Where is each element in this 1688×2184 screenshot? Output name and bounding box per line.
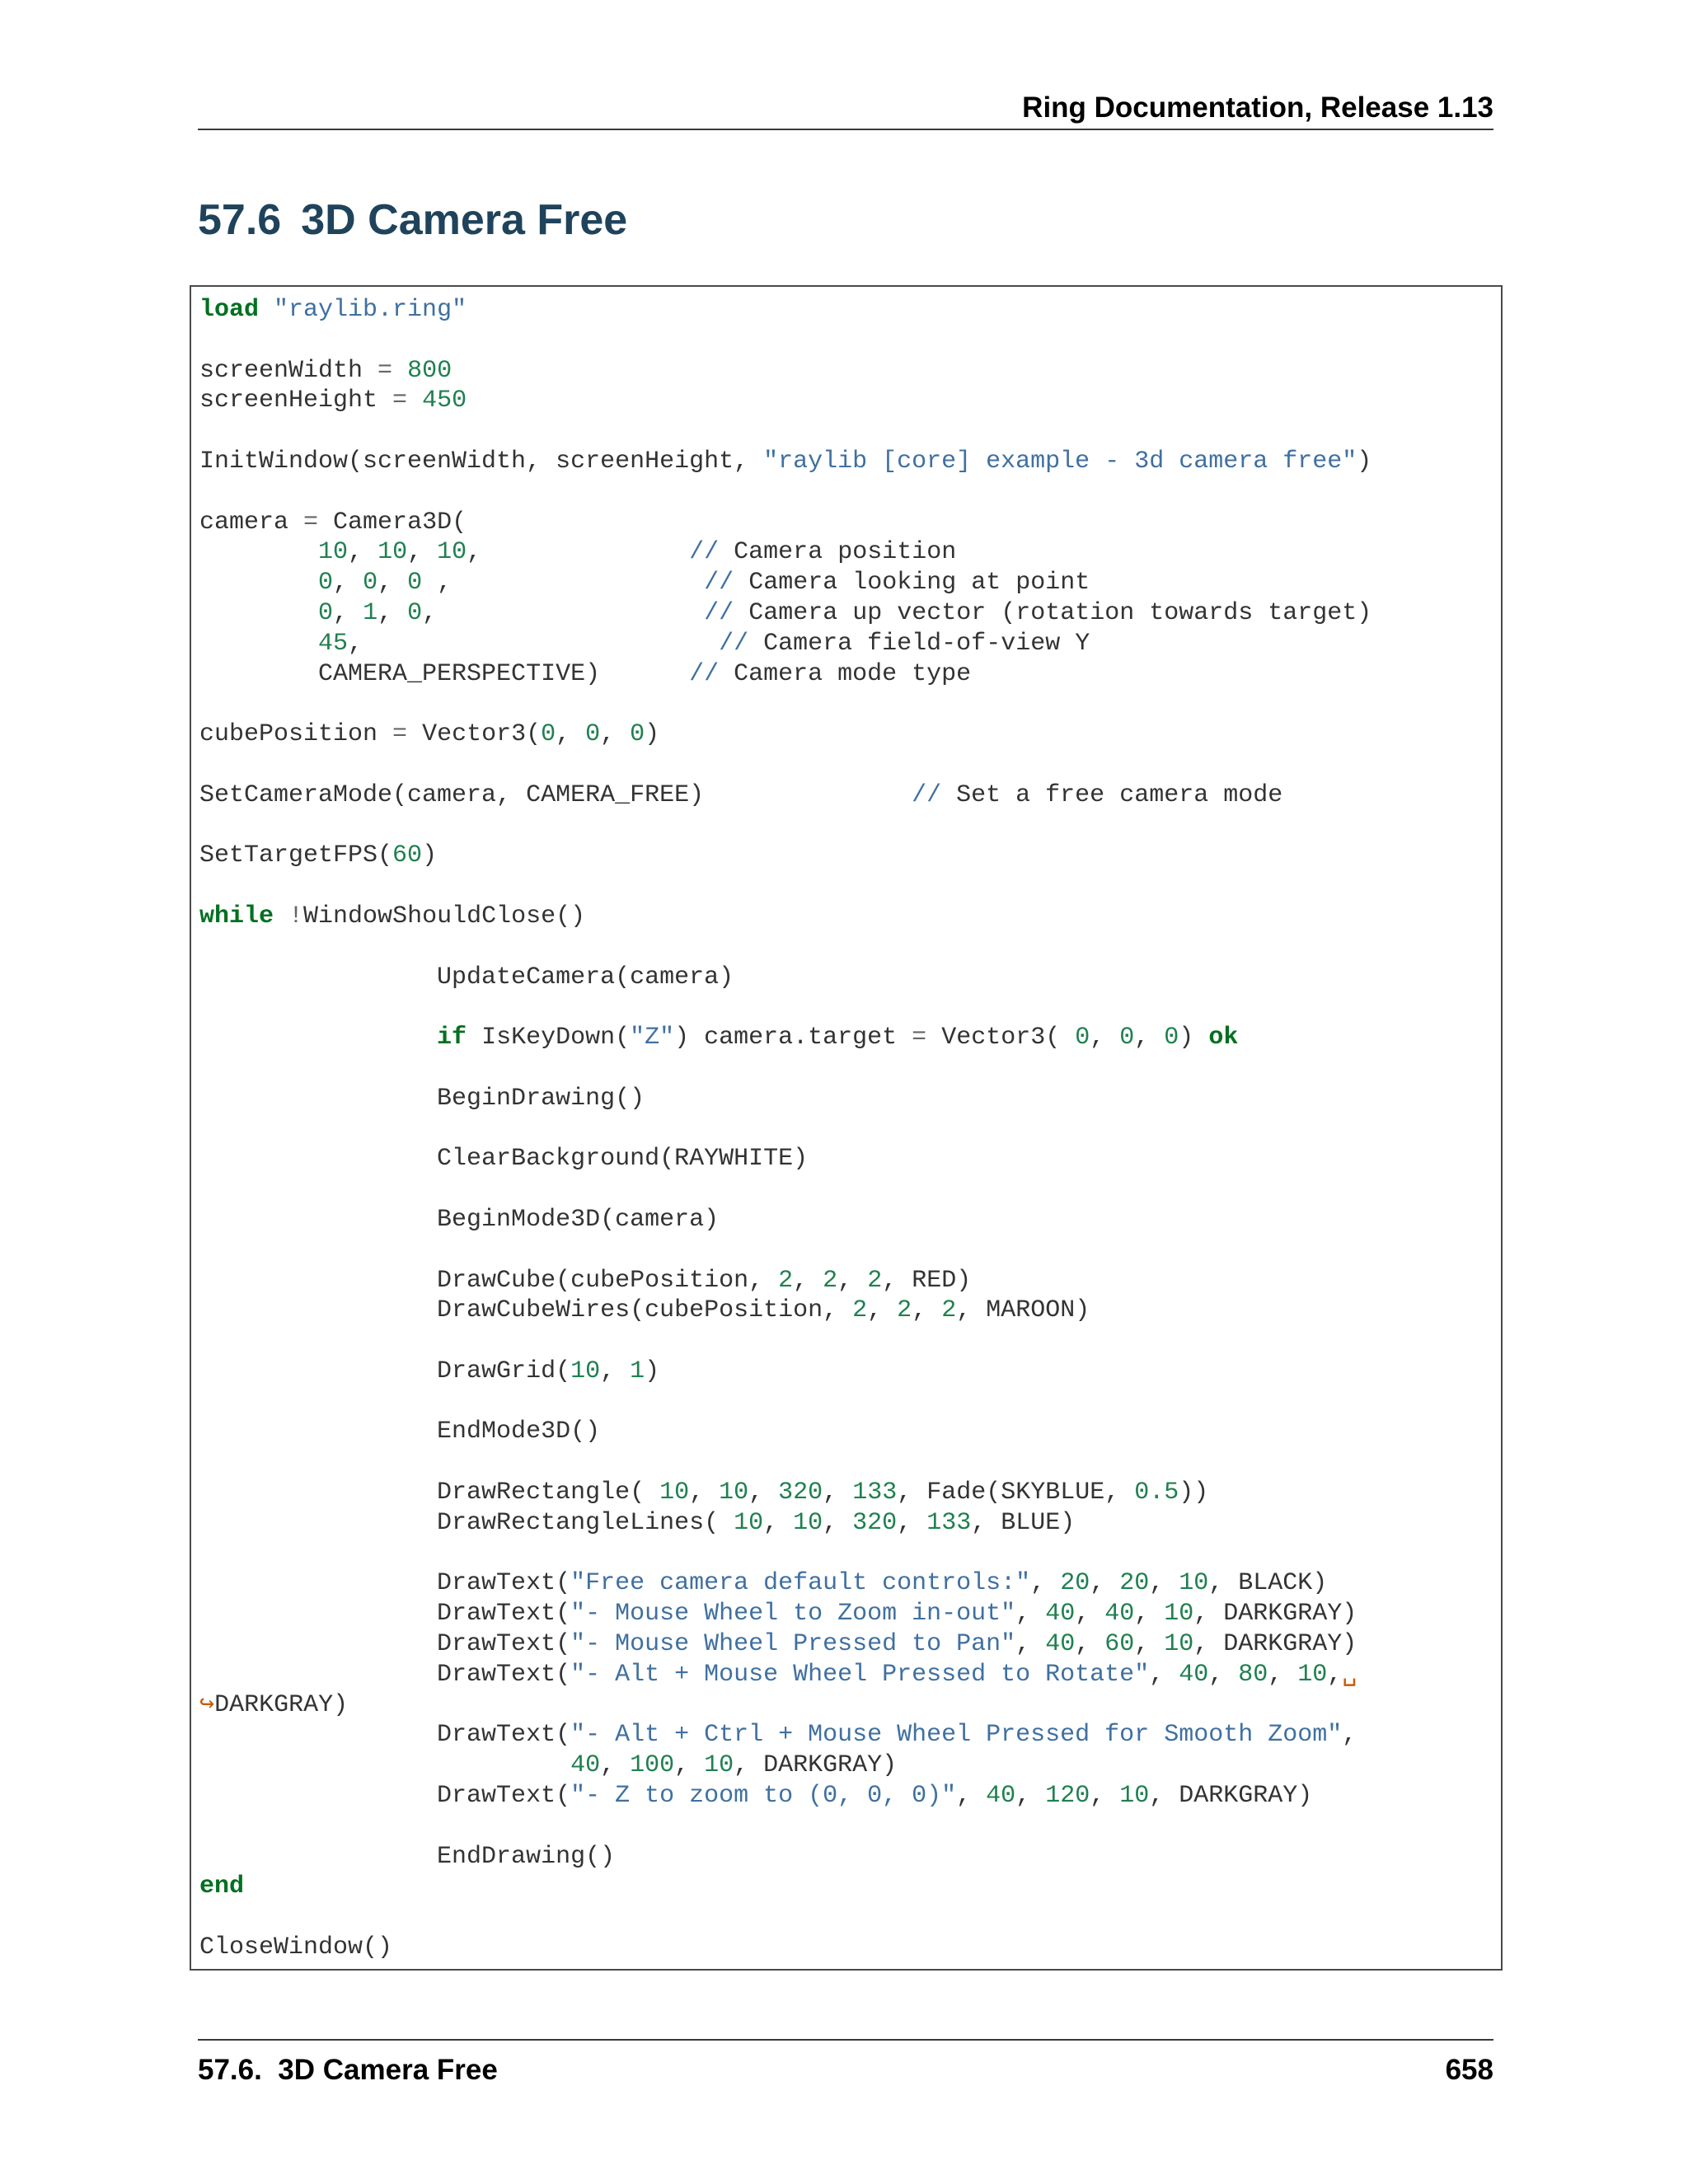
code-keyword: if <box>437 1024 467 1052</box>
code-string: "Free camera default controls:" <box>570 1569 1031 1598</box>
code-text: , DARKGRAY) <box>1149 1782 1313 1811</box>
code-comment-marker: // <box>689 538 720 567</box>
code-number: 0 <box>1119 1024 1135 1052</box>
page-footer <box>198 2039 1493 2097</box>
code-text: , <box>823 1479 853 1507</box>
code-text: InitWindow(screenWidth, screenHeight, <box>199 447 764 476</box>
code-text: CAMERA_PERSPECTIVE) <box>199 659 690 688</box>
code-line <box>199 1326 1372 1357</box>
code-number: 0 <box>585 720 601 749</box>
code-line <box>199 992 1372 1023</box>
code-number: 10 <box>1297 1660 1328 1689</box>
code-number: 10 <box>570 1357 601 1385</box>
code-text: DrawGrid( <box>199 1357 571 1385</box>
code-text: , <box>1149 1569 1179 1598</box>
code-number: 10 <box>318 538 349 567</box>
code-number: 10 <box>704 1751 734 1780</box>
code-text: )) <box>1179 1479 1209 1507</box>
code-number: 1 <box>363 598 378 627</box>
code-text <box>392 357 407 385</box>
code-line <box>199 477 1372 508</box>
code-text: , <box>1015 1600 1046 1629</box>
code-text: ) <box>1179 1024 1209 1052</box>
code-text: , <box>1208 1660 1239 1689</box>
code-text: Camera3D( <box>318 508 467 537</box>
code-text <box>259 296 274 324</box>
code-operator: = <box>912 1024 927 1052</box>
code-text: , DARKGRAY) <box>1193 1630 1357 1659</box>
code-number: 1 <box>630 1357 645 1385</box>
code-line <box>199 295 1372 326</box>
code-line <box>199 1660 1372 1690</box>
code-line <box>199 963 1372 993</box>
code-number: 80 <box>1238 1660 1268 1689</box>
code-number: 2 <box>778 1266 794 1295</box>
code-text: DrawRectangleLines( <box>199 1508 734 1537</box>
code-line <box>199 1629 1372 1660</box>
code-line <box>199 1599 1372 1629</box>
code-number: 20 <box>1119 1569 1150 1598</box>
code-number: 60 <box>392 841 423 870</box>
code-text: EndDrawing() <box>199 1842 616 1871</box>
code-text: ) <box>1357 447 1372 476</box>
code-number: 133 <box>926 1508 972 1537</box>
code-line <box>199 719 1372 750</box>
code-keyword: end <box>199 1872 245 1901</box>
code-text: , <box>422 598 705 627</box>
code-text: DrawText( <box>199 1630 571 1659</box>
code-number: 40 <box>570 1751 601 1780</box>
code-string: "- Mouse Wheel Pressed to Pan" <box>570 1630 1016 1659</box>
code-text: , <box>1342 1721 1357 1750</box>
code-number: 450 <box>422 387 467 415</box>
code-line <box>199 1781 1372 1811</box>
code-number: 320 <box>852 1508 898 1537</box>
code-text: , <box>689 1479 720 1507</box>
code-text: , <box>1090 1569 1120 1598</box>
code-text: , <box>867 1296 898 1325</box>
code-line <box>199 932 1372 963</box>
code-line <box>199 871 1372 902</box>
code-line <box>199 598 1372 629</box>
code-text: , <box>793 1266 823 1295</box>
code-text <box>199 630 318 658</box>
code-line <box>199 1872 1372 1902</box>
code-line <box>199 326 1372 356</box>
code-line <box>199 1447 1372 1478</box>
code-comment-marker: // <box>704 598 734 627</box>
code-text: DrawText( <box>199 1782 571 1811</box>
code-text: , <box>1015 1630 1046 1659</box>
code-text <box>407 387 422 415</box>
code-line <box>199 1387 1372 1418</box>
code-keyword: load <box>199 296 260 324</box>
code-line <box>199 1568 1372 1599</box>
code-number: 2 <box>823 1266 838 1295</box>
code-number: 10 <box>437 538 467 567</box>
code-keyword: ok <box>1208 1024 1239 1052</box>
code-line <box>199 1144 1372 1174</box>
code-number: 0 <box>541 720 556 749</box>
code-text <box>199 1751 570 1779</box>
code-number: 10 <box>1164 1600 1194 1629</box>
code-line <box>199 1811 1372 1842</box>
code-text: , <box>823 1508 853 1537</box>
code-number: 40 <box>1045 1600 1076 1629</box>
code-text: DrawRectangle( <box>199 1479 660 1507</box>
code-number: 10 <box>793 1508 823 1537</box>
code-text: CloseWindow() <box>199 1933 393 1962</box>
code-text: DrawText( <box>199 1721 571 1750</box>
code-line <box>199 1357 1372 1387</box>
code-text: , MAROON) <box>956 1296 1090 1325</box>
code-text: Camera position <box>719 538 957 567</box>
code-text <box>199 599 318 627</box>
code-number: 0 <box>630 720 645 749</box>
code-text: , <box>837 1266 868 1295</box>
code-line <box>199 1235 1372 1266</box>
code-number: 133 <box>852 1479 898 1507</box>
code-line <box>199 537 1372 568</box>
code-text: , <box>1327 1660 1343 1689</box>
code-line <box>199 811 1372 841</box>
code-number: 0.5 <box>1134 1479 1179 1507</box>
code-string: "raylib [core] example - 3d camera free" <box>763 447 1357 476</box>
code-text: , <box>1134 1024 1165 1052</box>
code-text: Camera mode type <box>719 659 972 688</box>
code-text: SetTargetFPS( <box>199 841 393 870</box>
code-text: , <box>1090 1024 1120 1052</box>
code-text: UpdateCamera(camera) <box>199 963 734 991</box>
code-text: Set a free camera mode <box>941 780 1283 809</box>
code-text: , <box>763 1508 794 1537</box>
code-text: , <box>467 538 690 567</box>
code-text: , <box>1134 1630 1165 1659</box>
code-listing <box>199 295 1372 1963</box>
code-number: 10 <box>659 1479 690 1507</box>
code-number: 0 <box>407 569 423 598</box>
code-text: , <box>377 569 408 598</box>
code-text: , <box>1090 1782 1120 1811</box>
code-line <box>199 841 1372 871</box>
code-text: , <box>407 538 438 567</box>
code-text: DARKGRAY) <box>214 1690 349 1719</box>
code-number: 10 <box>1119 1782 1150 1811</box>
code-line <box>199 356 1372 387</box>
code-string: "- Mouse Wheel to Zoom in-out" <box>570 1600 1016 1629</box>
code-operator: ! <box>288 902 304 930</box>
code-text: WindowShouldClose() <box>303 902 586 930</box>
code-number: 120 <box>1045 1782 1090 1811</box>
code-text: Camera looking at point <box>734 569 1090 598</box>
code-text: , Fade(SKYBLUE, <box>897 1479 1135 1507</box>
code-operator: = <box>392 387 408 415</box>
code-text: cubePosition <box>199 720 393 749</box>
code-text: , <box>600 720 631 749</box>
code-string: "Z" <box>630 1024 675 1052</box>
code-line <box>199 659 1372 690</box>
code-number: 20 <box>1060 1569 1090 1598</box>
code-number: 800 <box>407 356 452 385</box>
code-text: DrawText( <box>199 1569 571 1598</box>
page-number: 658 <box>1445 2054 1493 2086</box>
code-number: 40 <box>1104 1600 1135 1629</box>
code-number: 40 <box>986 1782 1016 1811</box>
code-number: 10 <box>1179 1569 1209 1598</box>
line-wrap-marker: ␣ <box>1342 1660 1357 1689</box>
code-line <box>199 1508 1372 1539</box>
section-number: 57.6 <box>198 196 282 244</box>
code-line <box>199 1478 1372 1508</box>
code-line <box>199 780 1372 811</box>
code-text: IsKeyDown( <box>467 1024 631 1052</box>
line-wrap-marker: ↪ <box>199 1690 215 1719</box>
code-line <box>199 1023 1372 1053</box>
code-number: 100 <box>630 1751 675 1780</box>
code-text: BeginDrawing() <box>199 1084 645 1113</box>
code-line <box>199 1053 1372 1084</box>
code-string: "- Alt + Ctrl + Mouse Wheel Pressed for Smooth Zoom" <box>570 1721 1343 1750</box>
code-number: 2 <box>852 1296 868 1325</box>
code-text: Camera up vector (rotation towards target) <box>734 598 1372 627</box>
code-operator: = <box>303 508 319 537</box>
code-text: , <box>1149 1660 1179 1689</box>
code-block <box>190 285 1503 1971</box>
code-text: screenHeight <box>199 387 393 415</box>
code-text: , <box>377 598 408 627</box>
code-text: , <box>556 720 586 749</box>
code-text: , DARKGRAY) <box>734 1751 898 1780</box>
code-text: , <box>422 569 705 598</box>
code-line <box>199 416 1372 447</box>
code-text: , <box>912 1296 942 1325</box>
code-text: , <box>600 1357 631 1385</box>
code-text: ) <box>645 720 660 749</box>
code-comment-marker: // <box>689 659 720 688</box>
code-line <box>199 1417 1372 1447</box>
code-number: 0 <box>318 598 334 627</box>
code-line <box>199 902 1372 932</box>
code-text: , BLUE) <box>971 1508 1076 1537</box>
code-text: ) <box>422 841 438 870</box>
code-number: 10 <box>1164 1630 1194 1659</box>
code-text <box>199 569 318 597</box>
code-line <box>199 1174 1372 1205</box>
code-text: , <box>348 538 378 567</box>
code-number: 60 <box>1104 1630 1135 1659</box>
code-comment-marker: // <box>704 569 734 598</box>
code-text: , RED) <box>882 1266 972 1295</box>
code-line <box>199 447 1372 477</box>
code-text: DrawCube(cubePosition, <box>199 1266 779 1295</box>
code-number: 45 <box>318 629 349 658</box>
code-number: 2 <box>867 1266 883 1295</box>
code-text: , <box>1075 1630 1105 1659</box>
code-line <box>199 508 1372 538</box>
code-text: , <box>348 629 720 658</box>
code-text: , <box>1015 1782 1046 1811</box>
code-comment-marker: // <box>912 780 942 809</box>
code-line <box>199 689 1372 719</box>
code-text: Vector3( <box>407 720 542 749</box>
code-text: ) <box>645 1357 660 1385</box>
code-line <box>199 1842 1372 1872</box>
code-comment-marker: // <box>719 629 749 658</box>
code-line <box>199 1084 1372 1114</box>
code-text: , <box>1268 1660 1298 1689</box>
code-text: , <box>333 569 363 598</box>
code-text: , <box>600 1751 631 1780</box>
code-number: 320 <box>778 1479 823 1507</box>
code-number: 10 <box>719 1479 749 1507</box>
code-string: "- Z to zoom to (0, 0, 0)" <box>570 1782 957 1811</box>
code-text: , BLACK) <box>1208 1569 1328 1598</box>
code-number: 0 <box>1075 1024 1090 1052</box>
code-string: "- Alt + Mouse Wheel Pressed to Rotate" <box>570 1660 1150 1689</box>
page-header <box>198 92 1493 130</box>
document-title: Ring Documentation, Release 1.13 <box>1022 91 1493 124</box>
code-line <box>199 1296 1372 1326</box>
code-text: screenWidth <box>199 356 378 385</box>
code-text <box>199 538 318 566</box>
section-heading <box>198 191 627 249</box>
code-line <box>199 1902 1372 1933</box>
code-number: 0 <box>1164 1024 1179 1052</box>
code-text: , <box>1030 1569 1061 1598</box>
code-line <box>199 629 1372 659</box>
code-text <box>199 1024 437 1052</box>
code-text: DrawText( <box>199 1600 571 1629</box>
code-number: 0 <box>407 598 423 627</box>
code-operator: = <box>392 720 408 749</box>
code-line <box>199 1114 1372 1145</box>
code-number: 0 <box>363 569 378 598</box>
code-line <box>199 1266 1372 1296</box>
code-number: 10 <box>734 1508 764 1537</box>
code-line <box>199 1690 1372 1721</box>
code-text: EndMode3D() <box>199 1418 601 1446</box>
code-text: , DARKGRAY) <box>1193 1600 1357 1629</box>
code-text: , <box>1075 1600 1105 1629</box>
code-text: , <box>748 1479 779 1507</box>
code-text: DrawCubeWires(cubePosition, <box>199 1296 853 1325</box>
code-text: , <box>956 1782 987 1811</box>
code-text: SetCameraMode(camera, CAMERA_FREE) <box>199 780 912 809</box>
code-text: camera <box>199 508 304 537</box>
code-text: BeginMode3D(camera) <box>199 1205 720 1234</box>
code-line <box>199 568 1372 598</box>
code-string: "raylib.ring" <box>274 296 467 324</box>
code-number: 40 <box>1045 1630 1076 1659</box>
code-line <box>199 1933 1372 1963</box>
code-operator: = <box>377 356 393 385</box>
code-text: Vector3( <box>926 1024 1076 1052</box>
code-keyword: while <box>199 902 274 930</box>
code-text: , <box>897 1508 927 1537</box>
code-number: 2 <box>941 1296 957 1325</box>
code-text: , <box>674 1751 705 1780</box>
code-number: 2 <box>897 1296 912 1325</box>
code-text <box>274 902 288 930</box>
code-text: ClearBackground(RAYWHITE) <box>199 1145 809 1174</box>
code-text: , <box>1134 1600 1165 1629</box>
code-text: ) camera.target <box>674 1024 912 1052</box>
code-number: 40 <box>1179 1660 1209 1689</box>
code-line <box>199 386 1372 416</box>
section-title: 3D Camera Free <box>301 196 628 244</box>
code-line <box>199 1539 1372 1569</box>
code-text: DrawText( <box>199 1660 571 1689</box>
code-text: , <box>333 598 363 627</box>
code-number: 0 <box>318 569 334 598</box>
footer-section-label: 57.6. 3D Camera Free <box>198 2054 498 2086</box>
code-line <box>199 1205 1372 1235</box>
code-line <box>199 1720 1372 1750</box>
code-text: Camera field-of-view Y <box>748 629 1090 658</box>
code-line <box>199 1750 1372 1781</box>
code-number: 10 <box>377 538 408 567</box>
code-line <box>199 750 1372 780</box>
